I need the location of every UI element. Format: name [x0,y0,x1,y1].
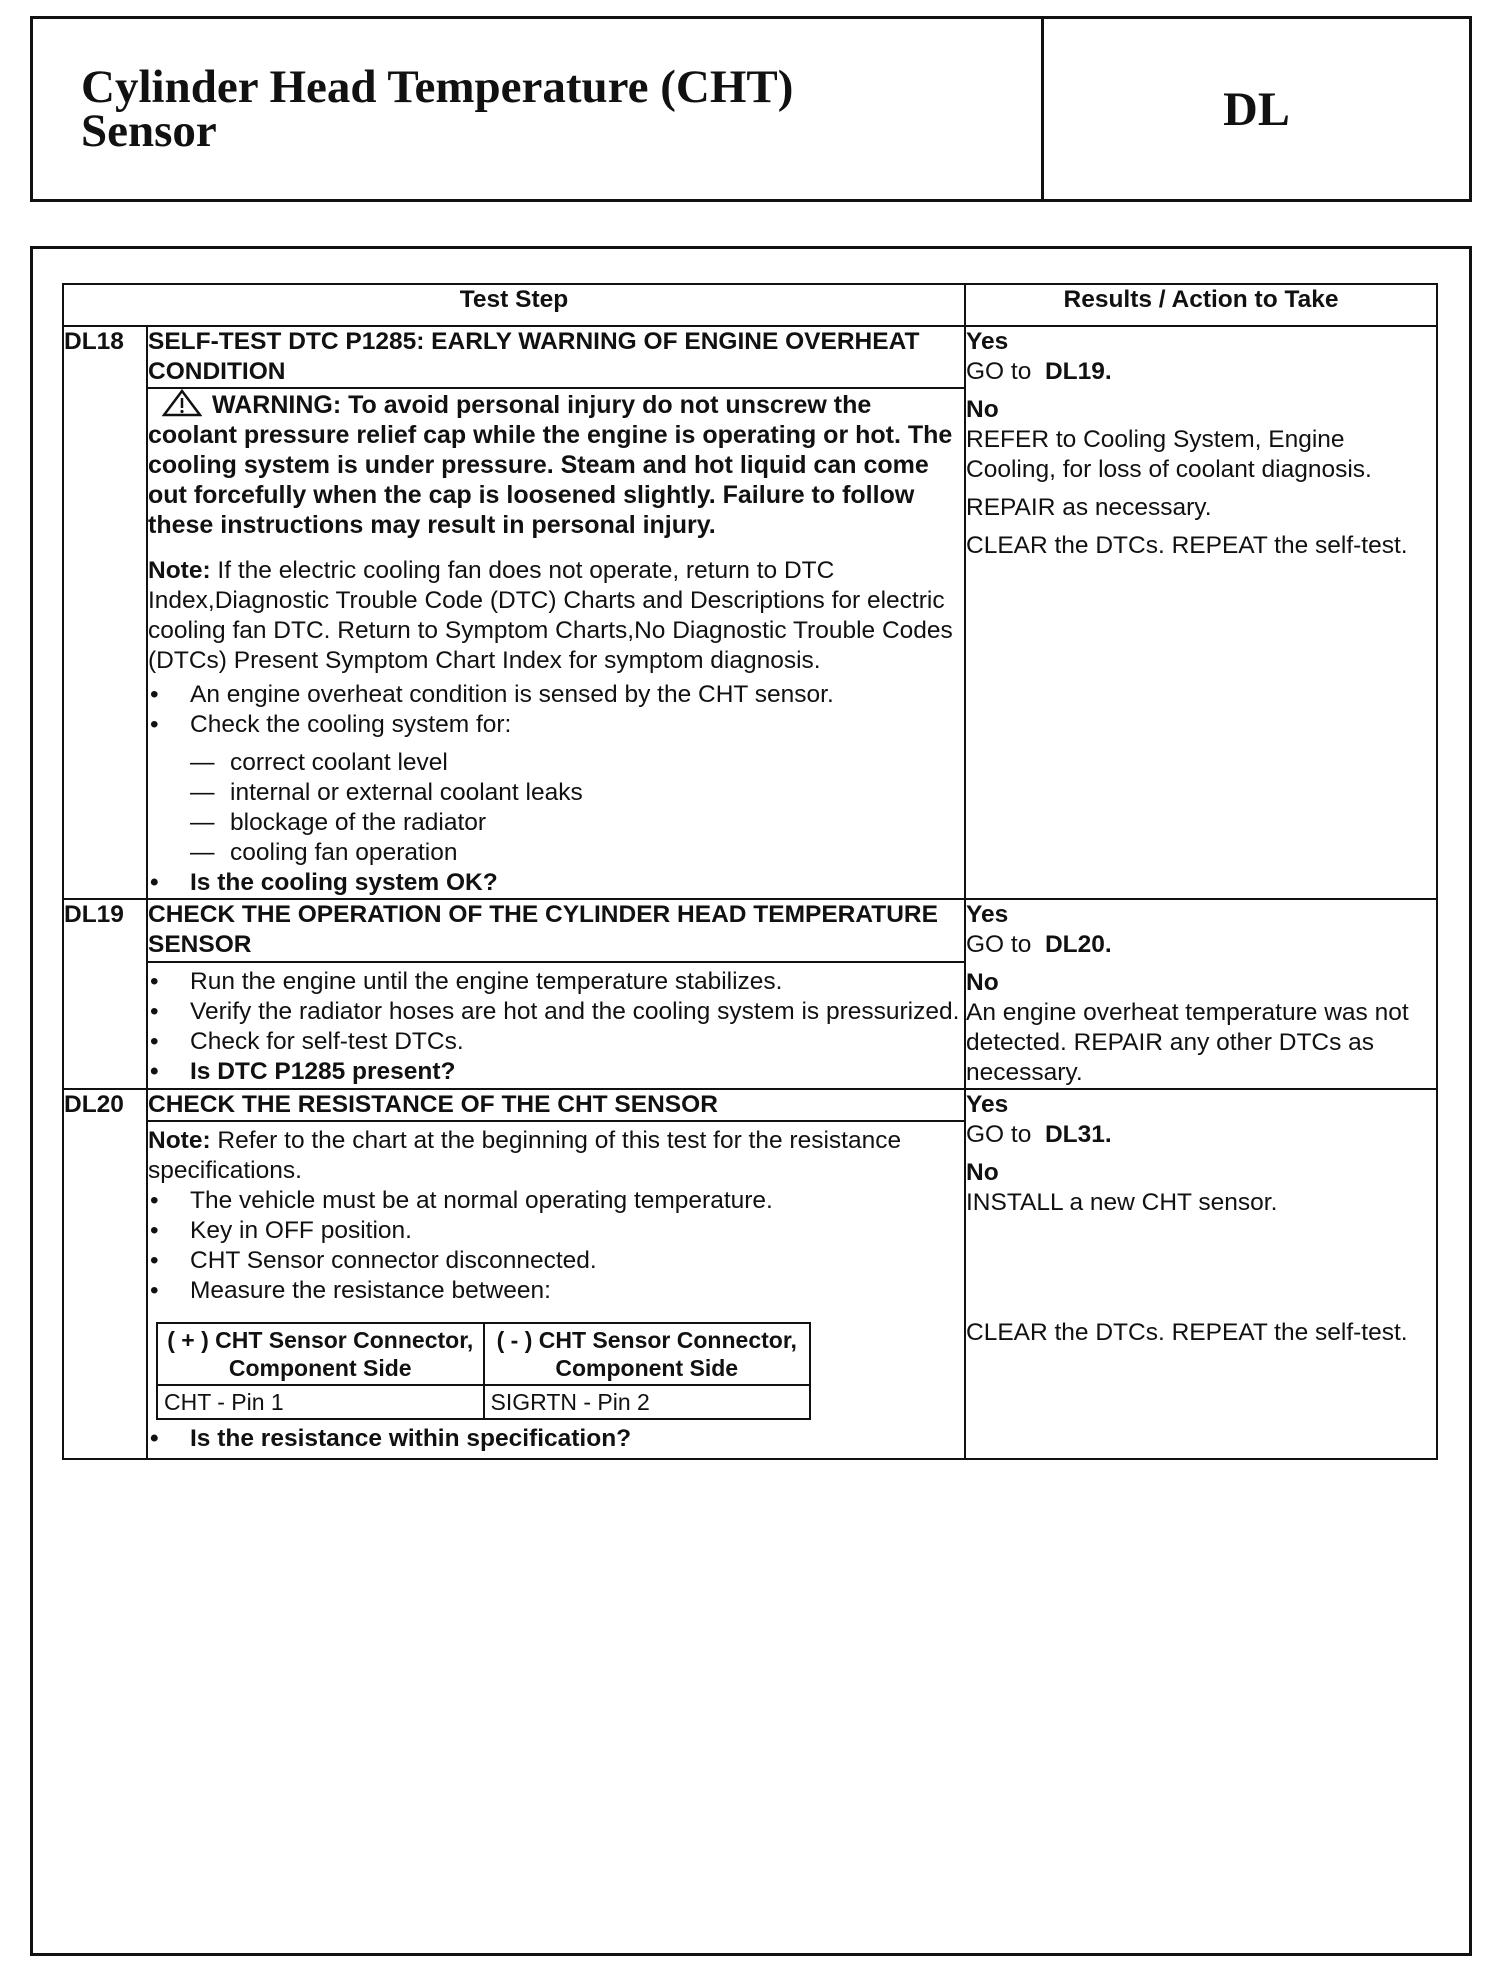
column-header-test-step: Test Step [63,284,965,326]
note-text: If the electric cooling fan does not operate, return to DTC Index,Diagnostic Trouble Code (DTC) Charts and Descriptions for electric cooling fan DTC. Return to Symptom Charts,No Diagnostic Trouble Codes (DTCs) Present Symptom Chart Index for symptom diagnosis. [148,557,953,674]
diagnostic-table [62,283,1438,1460]
step-question: • Is the resistance within specification? [148,1424,964,1454]
bullet-list [148,1186,964,1306]
question-list [148,1424,964,1454]
step-title: SELF-TEST DTC P1285: EARLY WARNING OF ENGINE OVERHEAT CONDITION [147,326,965,388]
step-result [965,326,1437,899]
warning-text: WARNING: To avoid personal injury do not unscrew the coolant pressure relief cap while the engine is operating or hot. The cooling system is under pressure. Steam and hot liquid can come out forcefully when the cap is loosened slightly. Failure to follow these instructions may result in personal injury. [148,391,953,539]
step-code: DL18 [63,326,147,388]
step-code-spacer [63,1121,147,1459]
section-code: DL [1223,82,1290,136]
column-header-results: Results / Action to Take [965,284,1437,326]
step-result [965,899,1437,1089]
result-no-label: No [966,1159,999,1186]
title-line-2: Sensor [81,105,217,157]
result-yes-label: Yes [966,1091,1009,1118]
result-yes-action [966,930,1436,960]
go-to-text: GO to [966,358,1032,385]
list-item: • Verify the radiator hoses are hot and the cooling system is pressurized. [148,997,964,1027]
note-block [148,1126,964,1186]
header-box [30,16,1472,202]
note-block [148,556,964,676]
warning-block [148,389,964,540]
step-code: DL20 [63,1089,147,1121]
list-item: • An engine overheat condition is sensed by the CHT sensor. [148,680,964,710]
result-no-action: REFER to Cooling System, Engine Cooling, for loss of coolant diagnosis. [966,426,1372,483]
result-no-action: An engine overheat temperature was not detected. REPAIR any other DTCs as necessary. [966,999,1409,1086]
go-to-target: DL19. [1044,358,1112,385]
result-no-action: INSTALL a new CHT sensor. [966,1189,1278,1216]
list-item: • CHT Sensor connector disconnected. [148,1246,964,1276]
step-result [965,1089,1437,1459]
list-item: • Run the engine until the engine temperature stabilizes. [148,967,964,997]
step-content [147,962,965,1089]
result-clear: CLEAR the DTCs. REPEAT the self-test. [966,1319,1408,1346]
step-content [147,388,965,899]
step-title: CHECK THE OPERATION OF THE CYLINDER HEAD TEMPERATURE SENSOR [147,899,965,962]
result-no-label: No [966,396,999,423]
step-code: DL19 [63,899,147,962]
step-question: • Is the cooling system OK? [148,868,964,898]
step-code-spacer [63,962,147,1089]
result-yes-action [966,357,1436,387]
note-label: Note: [148,1127,211,1154]
measurement-header-positive: ( + ) CHT Sensor Connector, Component Side [157,1323,484,1385]
measurement-header-negative: ( - ) CHT Sensor Connector, Component Side [484,1323,811,1385]
table-row [157,1385,810,1419]
list-item: — internal or external coolant leaks [148,778,964,808]
step-question: • Is DTC P1285 present? [148,1057,964,1087]
bullet-list [148,967,964,1087]
question-list [148,868,964,898]
list-item: • The vehicle must be at normal operating temperature. [148,1186,964,1216]
go-to-target: DL31. [1044,1121,1112,1148]
note-label: Note: [148,557,211,584]
step-title: CHECK THE RESISTANCE OF THE CHT SENSOR [147,1089,965,1121]
result-yes-label: Yes [966,901,1009,928]
result-yes-label: Yes [966,328,1009,355]
list-item: • Check the cooling system for: [148,710,964,740]
go-to-target: DL20. [1044,931,1112,958]
step-code-spacer [63,388,147,899]
step-content [147,1121,965,1459]
list-item: • Check for self-test DTCs. [148,1027,964,1057]
result-clear: CLEAR the DTCs. REPEAT the self-test. [966,532,1408,559]
list-item: — correct coolant level [148,748,964,778]
note-text: Refer to the chart at the beginning of this test for the resistance specifications. [148,1127,902,1184]
list-item: — blockage of the radiator [148,808,964,838]
list-item: • Key in OFF position. [148,1216,964,1246]
bullet-list [148,680,964,740]
step-title-row [63,899,1437,962]
measurement-cell-negative: SIGRTN - Pin 2 [484,1385,811,1419]
page-title [81,61,981,157]
step-title-row [63,326,1437,388]
step-title-row [63,1089,1437,1121]
title-line-1: Cylinder Head Temperature (CHT) [81,61,794,113]
go-to-text: GO to [966,1121,1032,1148]
result-no-label: No [966,969,999,996]
table-header-row [63,284,1437,326]
list-item: — cooling fan operation [148,838,964,868]
result-yes-action [966,1120,1436,1150]
table-row [157,1323,810,1385]
result-repair: REPAIR as necessary. [966,494,1212,521]
warning-triangle-icon [162,389,202,417]
measurement-table [156,1322,811,1420]
measurement-cell-positive: CHT - Pin 1 [157,1385,484,1419]
go-to-text: GO to [966,931,1032,958]
list-item: • Measure the resistance between: [148,1276,964,1306]
check-list [148,748,964,868]
